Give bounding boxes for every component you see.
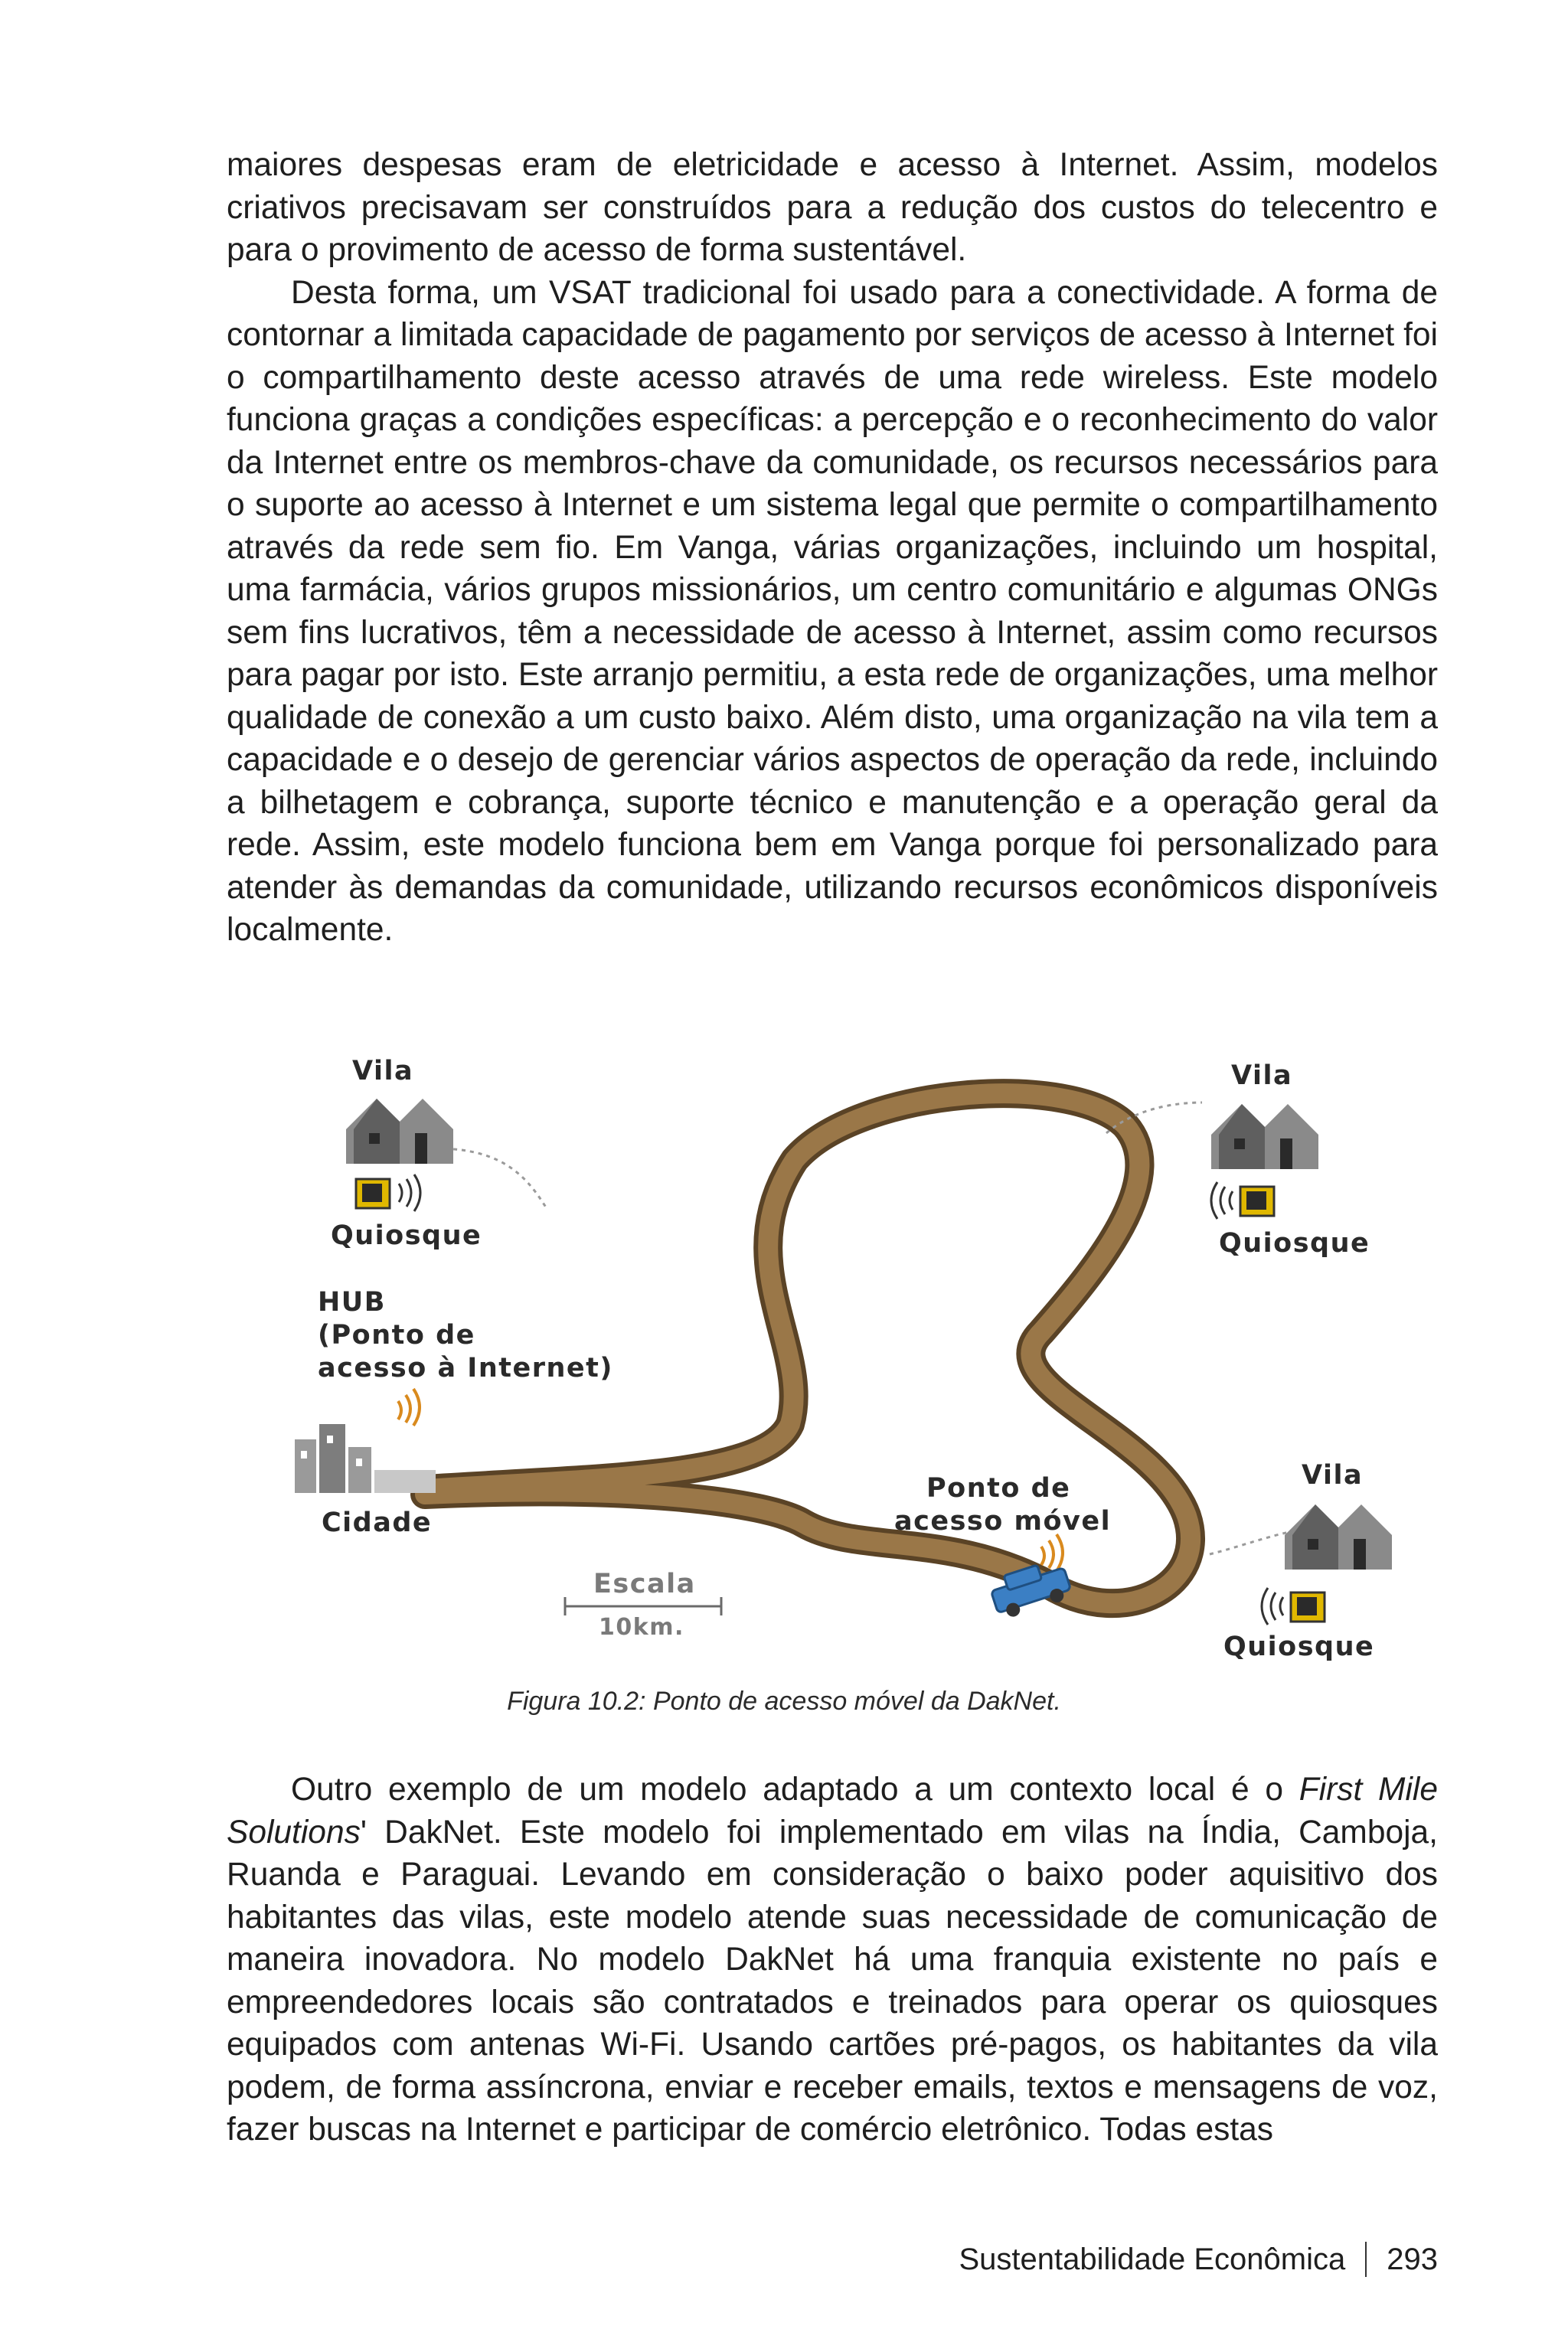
footer-separator [1365, 2242, 1367, 2277]
mobile-label-line-2: acesso móvel [894, 1506, 1112, 1537]
paragraph-continued: maiores despesas eram de eletricidade e acesso à Internet. Assim, modelos criativos precisavam ser construídos para a redução dos custos do telecentro e para o provimento de acesso de forma sustentável. [227, 147, 1438, 268]
kiosk-3 [1262, 1588, 1325, 1625]
paragraph-vsat: Desta forma, um VSAT tradicional foi usado para a conectividade. A forma de contornar a limitada capacidade de pagamento por serviços de acesso à Internet foi o compartilhamento deste acesso através de uma rede wireless. Este modelo funciona graças a condições específicas: a percepção e o reconhecimento do valor da Internet entre os membros-chave da comunidade, os recursos necessários para o suporte ao acesso à Internet e um sistema legal que permite o compartilhamento através da rede sem fio. Em Vanga, várias organizações, incluindo um hospital, uma farmácia, vários grupos missionários, um centro comunitário e algumas ONGs sem fins lucrativos, têm a necessidade de acesso à Internet, assim como recursos para pagar por isto. Este arranjo permitiu, a esta rede de organizações, uma melhor qualidade de conexão a um custo baixo. Além disto, uma organização na vila tem a capacidade e o desejo de gerenciar vários aspectos de operação da rede, incluindo a bilhetagem e cobrança, suporte técnico e manutenção e a operação geral da rede. Assim, este modelo funciona bem em Vanga porque foi personalizado para atender às demandas da comunidade, utilizando recursos econômicos disponíveis localmente. [227, 274, 1438, 948]
paragraph-rest: ' DakNet. Este modelo foi implementado em vilas na Índia, Camboja, Ruanda e Paraguai. Levando em consideração o baixo poder aquisitivo dos habitantes das vilas, este modelo atende suas necessidade de comunicação de maneira inovadora. No modelo DakNet há uma franquia existente no país e empreendedores locais são contratados e treinados para operar os quiosques equipados com antenas Wi-Fi. Usando cartões pré-pagos, os habitantes da vila podem, de forma assíncrona, enviar e receber emails, textos e mensagens de voz, fazer buscas na Internet e participar de comércio eletrônico. Todas estas [227, 1814, 1438, 2148]
running-footer [959, 2242, 1438, 2277]
city-label: Cidade [322, 1508, 433, 1538]
kiosk-1-label: Quiosque [331, 1220, 482, 1251]
signal-icon [1262, 1588, 1283, 1625]
scale-value: 10km. [599, 1614, 684, 1641]
hub-label-line-1: HUB [318, 1287, 386, 1318]
mobile-label-line-1: Ponto de [926, 1473, 1071, 1504]
village-1-label: Vila [352, 1056, 414, 1086]
link-village-3 [1210, 1531, 1294, 1554]
hub-label-line-2: (Ponto de [318, 1320, 475, 1351]
paragraph-lead: Outro exemplo de um modelo adaptado a um contexto local é o [291, 1772, 1299, 1808]
village-2 [1211, 1104, 1318, 1169]
paragraph-daknet [227, 1769, 1438, 2151]
signal-icon [1211, 1182, 1233, 1219]
figure-caption: Figura 10.2: Ponto de acesso móvel da DakNet. [507, 1687, 1061, 1716]
daknet-diagram [276, 1026, 1455, 1700]
kiosk-3-label: Quiosque [1223, 1632, 1375, 1662]
hub-signal-icon [398, 1389, 420, 1426]
village-3-label: Vila [1302, 1460, 1364, 1491]
first-mile-solutions-italic: First Mile Solutions [227, 1772, 1438, 1851]
body-text-bottom [227, 1769, 1438, 2151]
kiosk-1 [356, 1174, 420, 1211]
vehicle-signal-icon [1041, 1534, 1063, 1571]
daknet-figure [276, 1026, 1455, 1700]
kiosk-2 [1211, 1182, 1274, 1219]
village-1 [346, 1099, 453, 1164]
scale-label: Escala [593, 1569, 696, 1599]
kiosk-2-label: Quiosque [1219, 1228, 1370, 1259]
hub-label-line-3: acesso à Internet) [318, 1353, 613, 1383]
city-buildings [295, 1424, 436, 1493]
signal-icon [399, 1174, 420, 1211]
village-3 [1285, 1504, 1392, 1570]
village-2-label: Vila [1231, 1060, 1293, 1091]
page-number: 293 [1387, 2242, 1438, 2276]
footer-section-title: Sustentabilidade Econômica [959, 2242, 1346, 2276]
body-text-top [227, 144, 1438, 952]
